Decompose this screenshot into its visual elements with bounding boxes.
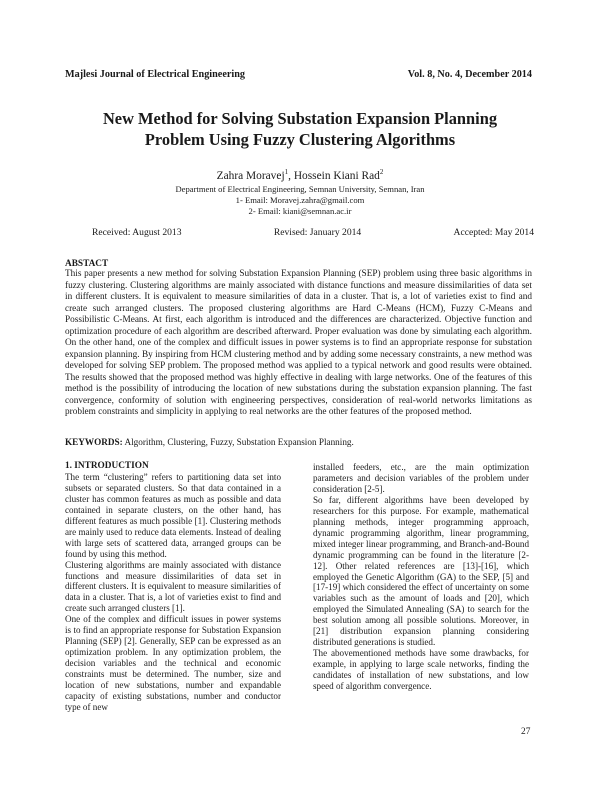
intro-paragraph-1: The term “clustering” refers to partitioning data set into subsets or separated clusters. So that data contained in a cluster has common features as much as possible and data contained in separate clusters, on the other hand, has different features as much possible [1]. Clustering methods are mainly used to reduce data elements. Instead of dealing with large sets of scattered data, arranged groups can be found by using this method. — [65, 471, 281, 559]
keywords-label: KEYWORDS: — [65, 437, 123, 447]
author-2-marker: 2 — [379, 168, 384, 176]
intro-paragraph-5: So far, different algorithms have been developed by researchers for this purpose. For example, mathematical planning methods, integer programming approach, dynamic programming algorithm, linear programming, mixed integer linear programming, and Branch-and-Bound dynamic programming can be found in the literature [2-12]. Other related references are [13]-[16], which employed the Genetic Algorithm (GA) to the SEP, [5] and [17-19] which considered the effect of uncertainty on some variables such as the amount of loads and [20], which employed the Simulated Annealing (SA) to search for the best solution among all possible solutions. Moreover, in [21] distribution expansion planning considering distributed generations is studied. — [313, 494, 529, 648]
column-right — [313, 462, 529, 692]
author-separator: , — [288, 169, 294, 182]
column-left — [65, 461, 281, 713]
author-2: Hossein Kiani Rad — [293, 169, 380, 182]
paper-title — [60, 108, 540, 150]
author-1-marker: 1 — [284, 168, 289, 176]
abstract-heading: ABSTACT — [65, 259, 109, 269]
author-1: Zahra Moravej — [216, 169, 285, 182]
title-line-1: New Method for Solving Substation Expansion Planning — [102, 109, 498, 128]
intro-paragraph-6: The abovementioned methods have some drawbacks, for example, in applying to large scale networks, finding the candidates of installation of new substations, and low speed of algorithm convergence. — [313, 648, 529, 692]
affiliation-email-2: 2- Email: kiani@semnan.ac.ir — [248, 206, 352, 216]
running-header — [65, 69, 532, 80]
abstract-body: This paper presents a new method for solving Substation Expansion Planning (SEP) problem using three basic algorithms in fuzzy clustering. Clustering algorithms are mainly associated with distance functions and measure dissimilarities of data set in different clusters. It is equivalent to measure similarities of data in a cluster. That is, a lot of varieties exist to find and create such arranged clusters. The proposed clustering algorithms are Hard C-Means (HCM), Fuzzy C-Means and Possibilistic C-Means. At first, each algorithm is introduced and the differences are characterized. Objective function and optimization procedure of each algorithm are described afterward. Proper evaluation was done by simulating each algorithm. On the other hand, one of the complex and difficult issues in power systems is to find an appropriate response for substation expansion planning. By inspiring from HCM clustering method and by adding some necessary constraints, a new method was developed for solving SEP problem. The proposed method was applied to a typical network and good results were obtained. The results showed that the proposed method was highly effective in dealing with large networks. One of the features of this method is the possibility of introducing the location of new substations during the substation expansion planning. The fast convergence, conformity of solution with engineering perspectives, consideration of real-world networks limitations as problem constraints and simplicity in applying to real networks are the other features of the proposed method. — [65, 269, 532, 417]
intro-paragraph-3: One of the complex and difficult issues in power systems is to find an appropriate response for Substation Expansion Planning (SEP) [2]. Generally, SEP can be expressed as an optimization problem. In any optimization problem, the decision variables and the technical and economic constraints must be determined. The number, size and location of new substations, number and expandable capacity of existing substations, number and conductor type of new — [65, 614, 281, 712]
affiliation-email-1: 1- Email: Moravej.zahra@gmail.com — [235, 195, 365, 205]
intro-paragraph-2: Clustering algorithms are mainly associated with distance functions and measure dissimilarities of data set in different clusters. It is equivalent to measure similarities of data in a cluster. That is, a lot of varieties exist to find and create such arranged clusters [1]. — [65, 559, 281, 614]
intro-paragraph-4: installed feeders, etc., are the main optimization parameters and decision variables of the problem under consideration [2-5]. — [313, 462, 529, 494]
submission-dates — [92, 227, 534, 238]
author-list — [60, 168, 540, 182]
received-date: Received: August 2013 — [92, 227, 182, 238]
accepted-date: Accepted: May 2014 — [453, 227, 534, 238]
page-number: 27 — [521, 727, 531, 737]
title-line-2: Problem Using Fuzzy Clustering Algorithms — [144, 130, 456, 149]
keywords-text: Algorithm, Clustering, Fuzzy, Substation Expansion Planning. — [122, 437, 354, 447]
issue-info: Vol. 8, No. 4, December 2014 — [407, 69, 532, 80]
affiliation-department: Department of Electrical Engineering, Semnan University, Semnan, Iran — [175, 184, 425, 194]
keywords — [65, 437, 532, 447]
journal-name: Majlesi Journal of Electrical Engineering — [65, 69, 245, 80]
section-heading-introduction: 1. INTRODUCTION — [65, 461, 149, 471]
revised-date: Revised: January 2014 — [273, 227, 362, 238]
